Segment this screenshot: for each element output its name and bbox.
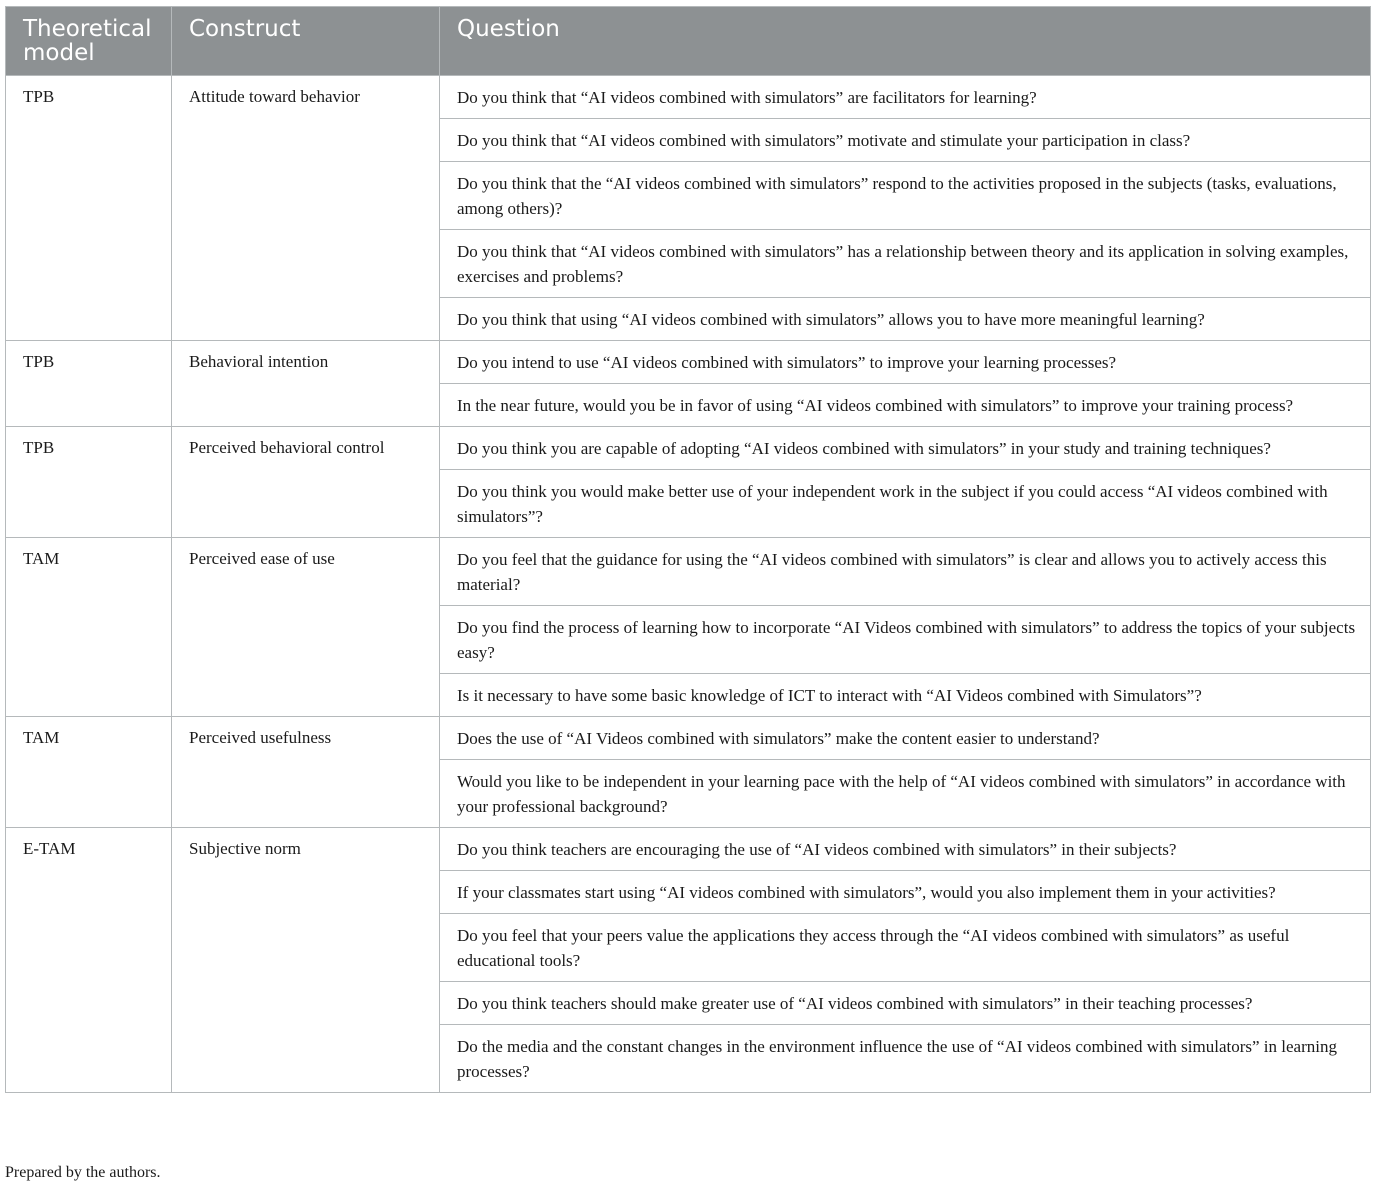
table-row bbox=[6, 341, 1371, 384]
question-cell: Do you feel that your peers value the applications they access through the “AI videos combined with simulators” as useful educational tools? bbox=[440, 914, 1371, 982]
question-cell: If your classmates start using “AI videos combined with simulators”, would you also implement them in your activities? bbox=[440, 871, 1371, 914]
theoretical-model-cell: TAM bbox=[6, 717, 172, 828]
table-row bbox=[6, 538, 1371, 606]
theoretical-model-cell: TPB bbox=[6, 76, 172, 341]
question-cell: Do you feel that the guidance for using the “AI videos combined with simulators” is clear and allows you to actively access this material? bbox=[440, 538, 1371, 606]
header-theoretical-model: Theoretical model bbox=[6, 7, 172, 76]
header-question: Question bbox=[440, 7, 1371, 76]
question-cell: Do you intend to use “AI videos combined with simulators” to improve your learning processes? bbox=[440, 341, 1371, 384]
question-cell: Does the use of “AI Videos combined with simulators” make the content easier to understand? bbox=[440, 717, 1371, 760]
question-cell: In the near future, would you be in favor of using “AI videos combined with simulators” to improve your training process? bbox=[440, 384, 1371, 427]
question-cell: Do you think that using “AI videos combined with simulators” allows you to have more meaningful learning? bbox=[440, 298, 1371, 341]
question-cell: Do you think you are capable of adopting “AI videos combined with simulators” in your study and training techniques? bbox=[440, 427, 1371, 470]
question-cell: Do the media and the constant changes in the environment influence the use of “AI videos combined with simulators” in learning processes? bbox=[440, 1025, 1371, 1093]
question-cell: Do you think teachers are encouraging the use of “AI videos combined with simulators” in their subjects? bbox=[440, 828, 1371, 871]
question-cell: Do you think that “AI videos combined with simulators” are facilitators for learning? bbox=[440, 76, 1371, 119]
table-row bbox=[6, 828, 1371, 871]
table-body bbox=[6, 76, 1371, 1093]
table-row bbox=[6, 717, 1371, 760]
header-construct: Construct bbox=[172, 7, 440, 76]
construct-cell: Attitude toward behavior bbox=[172, 76, 440, 341]
question-cell: Do you think teachers should make greater use of “AI videos combined with simulators” in their teaching processes? bbox=[440, 982, 1371, 1025]
theoretical-model-cell: E-TAM bbox=[6, 828, 172, 1093]
construct-cell: Perceived usefulness bbox=[172, 717, 440, 828]
question-cell: Would you like to be independent in your learning pace with the help of “AI videos combined with simulators” in accordance with your professional background? bbox=[440, 760, 1371, 828]
question-cell: Do you think that the “AI videos combined with simulators” respond to the activities proposed in the subjects (tasks, evaluations, among others)? bbox=[440, 162, 1371, 230]
construct-cell: Perceived behavioral control bbox=[172, 427, 440, 538]
questionnaire-table bbox=[5, 6, 1371, 1093]
theoretical-model-cell: TAM bbox=[6, 538, 172, 717]
theoretical-model-cell: TPB bbox=[6, 341, 172, 427]
header-row bbox=[6, 7, 1371, 76]
construct-cell: Perceived ease of use bbox=[172, 538, 440, 717]
construct-cell: Subjective norm bbox=[172, 828, 440, 1093]
table-row bbox=[6, 427, 1371, 470]
question-cell: Do you think that “AI videos combined with simulators” has a relationship between theory and its application in solving examples, exercises and problems? bbox=[440, 230, 1371, 298]
question-cell: Do you think that “AI videos combined with simulators” motivate and stimulate your participation in class? bbox=[440, 119, 1371, 162]
question-cell: Is it necessary to have some basic knowledge of ICT to interact with “AI Videos combined with Simulators”? bbox=[440, 674, 1371, 717]
questionnaire-table-container bbox=[5, 6, 1370, 1093]
table-footnote: Prepared by the authors. bbox=[5, 1164, 161, 1181]
question-cell: Do you think you would make better use of your independent work in the subject if you could access “AI videos combined with simulators”? bbox=[440, 470, 1371, 538]
table-row bbox=[6, 76, 1371, 119]
table-header bbox=[6, 7, 1371, 76]
construct-cell: Behavioral intention bbox=[172, 341, 440, 427]
question-cell: Do you find the process of learning how to incorporate “AI Videos combined with simulators” to address the topics of your subjects easy? bbox=[440, 606, 1371, 674]
theoretical-model-cell: TPB bbox=[6, 427, 172, 538]
